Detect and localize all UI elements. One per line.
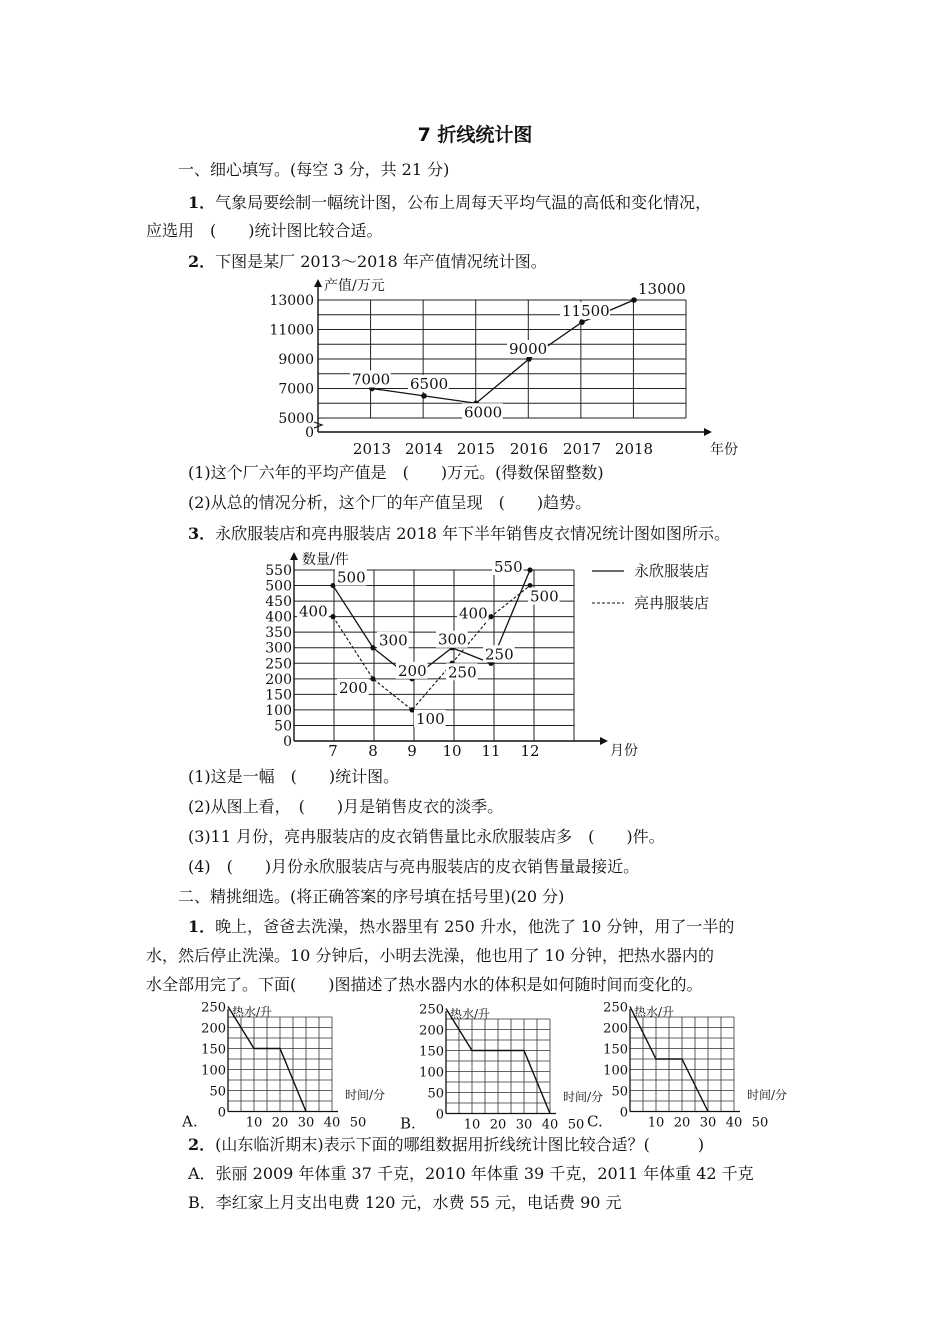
x-tick-label: 10	[245, 1115, 263, 1131]
y-tick-label: 50	[611, 1084, 628, 1100]
y-axis-arrow	[314, 279, 322, 287]
data-label: 550	[494, 558, 523, 576]
data-label: 7000	[352, 370, 391, 389]
question-number: 1．	[188, 193, 216, 212]
data-label: 400	[299, 602, 328, 621]
y-tick-label: 150	[419, 1044, 444, 1060]
question-text: 气象局要绘制一幅统计图，公布上周每天平均气温的高低和变化情况，	[215, 193, 712, 212]
x-tick-label: 2018	[614, 440, 654, 458]
x-tick-label: 50	[751, 1115, 769, 1131]
y-tick-label: 250	[265, 656, 292, 673]
data-label: 300	[379, 631, 408, 650]
x-axis-arrow	[600, 737, 608, 745]
x-tick-label: 30	[297, 1115, 315, 1131]
y-tick-label: 150	[265, 687, 292, 704]
y-tick-label: 50	[427, 1086, 444, 1102]
data-label: 200	[398, 661, 427, 680]
y-tick-label: 100	[419, 1065, 444, 1081]
y-axis-arrow	[290, 552, 298, 560]
question1	[188, 193, 711, 213]
y-tick-label: 0	[283, 734, 292, 750]
question-text: (山东临沂期末)表示下面的哪组数据用折线统计图比较合适？( )	[215, 1135, 705, 1154]
data-point	[330, 614, 335, 619]
y-tick-label: 250	[201, 1000, 226, 1016]
choice-question1	[188, 917, 734, 937]
y-tick-label: 100	[265, 702, 292, 719]
section1-heading: 一、细心填写。(每空 3 分，共 21 分)	[178, 160, 450, 179]
question-text: 永欣服装店和亮冉服装店 2018 年下半年销售皮衣情况统计图如图所示。	[215, 524, 731, 543]
x-tick-label: 30	[699, 1115, 717, 1131]
x-axis-label: 月份	[610, 743, 638, 759]
question3-sub3: (3)11 月份，亮冉服装店的皮衣销售量比永欣服装店多 ( )件。	[188, 827, 665, 846]
page-title: 7 折线统计图	[417, 124, 533, 146]
x-tick-label: 9	[407, 742, 417, 760]
y-tick-label: 200	[201, 1021, 226, 1037]
choice-question1-line3: 水全部用完了。下面( )图描述了热水器内水的体积是如何随时间而变化的。	[146, 975, 703, 994]
question-number: 2．	[188, 1135, 216, 1154]
question-number: 2．	[188, 252, 216, 271]
y-tick-label: 500	[265, 578, 292, 595]
option-a: A．张丽 2009 年体重 37 千克，2010 年体重 39 千克，2011 年体重 42 千克	[188, 1164, 754, 1183]
question-number: 1．	[188, 917, 216, 936]
question-number: 3．	[188, 524, 216, 543]
y-tick-label: 200	[265, 671, 292, 688]
y-tick-label: 9000	[278, 352, 314, 368]
y-tick-label: 150	[603, 1042, 628, 1058]
x-axis-arrow	[704, 428, 712, 436]
y-tick-label: 13000	[269, 293, 314, 309]
x-tick-label: 12	[520, 742, 540, 760]
y-tick-label: 250	[419, 1002, 444, 1018]
y-tick-label: 100	[201, 1063, 226, 1079]
x-axis-label: 时间/分	[563, 1090, 604, 1104]
x-axis-label: 时间/分	[345, 1088, 386, 1102]
y-tick-label: 50	[209, 1084, 226, 1100]
data-point	[488, 614, 493, 619]
x-tick-label: 11	[481, 742, 501, 760]
data-point	[421, 393, 427, 399]
x-tick-label: 40	[323, 1115, 341, 1131]
x-tick-label: 10	[463, 1117, 481, 1133]
question1-line2: 应选用 ( )统计图比较合适。	[146, 221, 383, 240]
hotwater-chart-b	[398, 1002, 604, 1133]
x-tick-label: 40	[541, 1117, 559, 1133]
y-tick-label: 200	[419, 1023, 444, 1039]
x-tick-label: 7	[328, 742, 338, 760]
data-point	[370, 645, 375, 650]
data-point	[409, 707, 414, 712]
data-point	[527, 567, 532, 572]
data-label: 6000	[464, 403, 503, 422]
data-label: 500	[337, 568, 366, 587]
data-label: 400	[459, 604, 488, 623]
x-tick-label: 40	[725, 1115, 743, 1131]
y-tick-label: 150	[201, 1042, 226, 1058]
x-tick-label: 8	[368, 742, 378, 760]
production-line-chart	[262, 275, 738, 465]
y-tick-label: 100	[603, 1063, 628, 1079]
y-tick-label: 250	[603, 1000, 628, 1016]
y-axis-label: 产值/万元	[324, 278, 385, 294]
option-b: B．李红家上月支出电费 120 元，水费 55 元，电话费 90 元	[188, 1193, 622, 1212]
x-tick-label: 20	[271, 1115, 289, 1131]
x-tick-label: 10	[442, 742, 462, 760]
y-tick-label: 550	[265, 563, 292, 579]
x-axis-label: 时间/分	[747, 1088, 788, 1102]
data-label: 11500	[562, 302, 610, 321]
option-label: A.	[182, 1112, 198, 1131]
y-axis-label: 数量/件	[302, 552, 349, 568]
section2-heading: 二、精挑细选。(将正确答案的序号填在括号里)(20 分)	[178, 887, 565, 906]
question2-sub2: (2)从总的情况分析，这个厂的年产值呈现 ( )趋势。	[188, 493, 592, 512]
y-axis-label: 热水/升	[634, 1005, 675, 1019]
y-axis-label: 热水/升	[232, 1005, 273, 1019]
y-tick-label: 300	[265, 640, 292, 657]
sales-line-chart	[262, 548, 742, 764]
data-label: 9000	[509, 340, 548, 358]
x-tick-label: 2016	[509, 440, 549, 458]
data-label: 250	[448, 663, 477, 682]
y-tick-label: 0	[435, 1107, 444, 1123]
hotwater-chart-a	[180, 1000, 390, 1131]
data-point	[330, 583, 335, 588]
data-label: 6500	[410, 374, 449, 393]
question2	[188, 252, 547, 272]
question2-sub1: (1)这个厂六年的平均产值是 ( )万元。(得数保留整数)	[188, 463, 604, 482]
option-label: B.	[400, 1114, 416, 1133]
question3-sub2: (2)从图上看， ( )月是销售皮衣的淡季。	[188, 797, 504, 816]
x-tick-label: 20	[673, 1115, 691, 1131]
question-text: 晚上，爸爸去洗澡，热水器里有 250 升水，他洗了 10 分钟，用了一半的	[215, 917, 735, 936]
x-tick-label: 2017	[562, 440, 602, 458]
x-tick-label: 2014	[404, 440, 444, 458]
data-label: 250	[485, 645, 514, 664]
data-point	[579, 319, 585, 325]
x-tick-label: 50	[567, 1117, 585, 1133]
y-tick-label: 0	[217, 1105, 226, 1121]
y-tick-label: 0	[305, 425, 314, 441]
y-axis-label: 热水/升	[450, 1007, 491, 1021]
hotwater-chart-c	[585, 1000, 788, 1131]
y-tick-label: 450	[265, 594, 292, 611]
question-text: 下图是某厂 2013～2018 年产值情况统计图。	[215, 252, 547, 271]
choice-question1-line2: 水，然后停止洗澡。10 分钟后，小明去洗澡，他也用了 10 分钟，把热水器内的	[146, 946, 714, 965]
option-label: C.	[587, 1112, 603, 1131]
data-label: 13000	[638, 280, 686, 298]
y-tick-label: 7000	[278, 381, 314, 398]
x-tick-label: 30	[515, 1117, 533, 1133]
data-label: 100	[416, 709, 445, 728]
x-tick-label: 2015	[456, 440, 496, 458]
data-point	[370, 676, 375, 681]
question3-sub4: (4) ( )月份永欣服装店与亮冉服装店的皮衣销售量最接近。	[188, 857, 640, 876]
x-tick-label: 2013	[352, 440, 392, 458]
choice-question2	[188, 1135, 704, 1155]
question3-sub1: (1)这是一幅 ( )统计图。	[188, 767, 400, 786]
x-axis-label: 年份	[710, 442, 738, 458]
data-label: 200	[339, 678, 368, 697]
x-tick-label: 20	[489, 1117, 507, 1133]
x-tick-label: 10	[647, 1115, 665, 1131]
y-tick-label: 11000	[269, 322, 314, 339]
y-tick-label: 200	[603, 1021, 628, 1037]
y-tick-label: 400	[265, 609, 292, 626]
y-tick-label: 50	[274, 718, 292, 735]
legend-label: 永欣服装店	[634, 562, 710, 580]
y-tick-label: 350	[265, 625, 292, 642]
y-tick-label: 5000	[278, 411, 314, 427]
data-label: 300	[438, 630, 467, 649]
x-tick-label: 50	[349, 1115, 367, 1131]
data-label: 500	[530, 587, 559, 606]
question3	[188, 524, 730, 544]
y-tick-label: 0	[619, 1105, 628, 1121]
legend-label: 亮冉服装店	[634, 594, 710, 612]
data-point	[631, 297, 637, 303]
